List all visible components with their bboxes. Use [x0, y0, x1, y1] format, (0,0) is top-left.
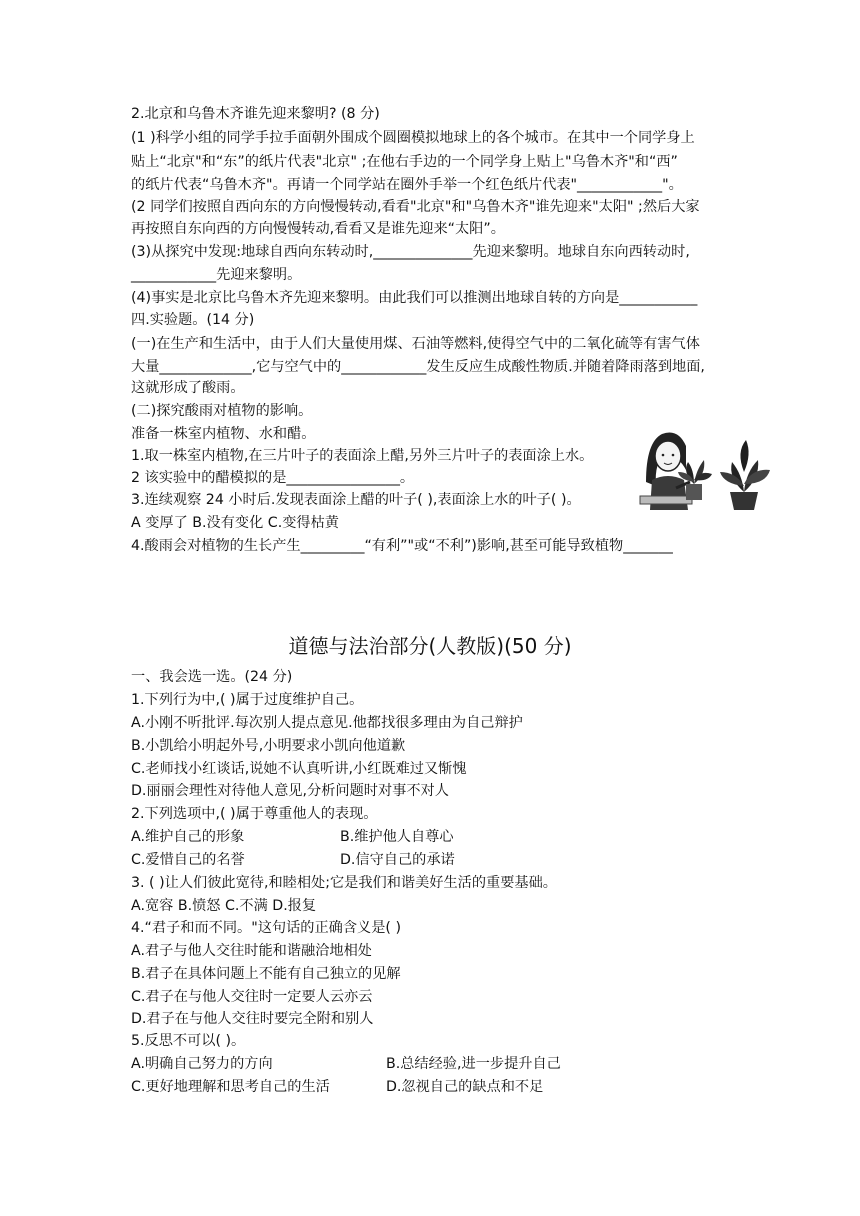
- science-q2-p1-line3: 的纸片代表“乌鲁木齐"。再请一个同学站在圈外手举一个红色纸片代表"____________"。: [131, 177, 683, 193]
- science-s4-q1: 1.取一株室内植物,在三片叶子的表面涂上醋,另外三片叶子的表面涂上水。: [131, 448, 594, 464]
- science-q2-p4: (4)事实是北京比乌鲁木齐先迎来黎明。由此我们可以推测出地球自转的方向是___________: [131, 290, 698, 306]
- ethics-q5-option-c: C.更好地理解和思考自己的生活: [131, 1079, 330, 1095]
- student-figure: [640, 433, 692, 511]
- ethics-q5-option-d: D.忽视自己的缺点和不足: [386, 1079, 544, 1095]
- ethics-part-title: 道德与法治部分(人教版)(50 分): [288, 634, 572, 658]
- science-s4-q3: 3.连续观察 24 小时后.发现表面涂上醋的叶子( ),表面涂上水的叶子( )。: [131, 492, 581, 508]
- ethics-q2-option-d: D.信守自己的承诺: [340, 852, 455, 868]
- ethics-q2-option-b: B.维护他人自尊心: [340, 829, 454, 845]
- science-s4-q3-options: A 变厚了 B.没有变化 C.变得枯黄: [131, 515, 339, 531]
- ethics-q3-options: A.宽容 B.愤怒 C.不满 D.报复: [131, 898, 317, 914]
- science-q2-p1-line1: (1 )科学小组的同学手拉手面朝外围成个圆圈模拟地球上的各个城市。在其中一个同学身上: [131, 130, 695, 146]
- science-s4-p1-line1: (一)在生产和生活中，由于人们大量使用煤、石油等燃料,使得空气中的二氧化硫等有害气体: [131, 336, 700, 352]
- ethics-q3: 3. ( )让人们彼此宽待,和睦相处;它是我们和谐美好生活的重要基础。: [131, 875, 557, 891]
- ethics-q4-option-c: C.君子在与他人交往时一定要人云亦云: [131, 989, 373, 1005]
- ethics-q4: 4.“君子和而不同。"这句话的正确含义是( ): [131, 920, 401, 936]
- science-q2-p2-line2: 再按照自东向西的方向慢慢转动,看看又是谁先迎来“太阳”。: [131, 221, 505, 237]
- science-section4-title: 四.实验题。(14 分): [131, 312, 255, 328]
- ethics-q5-option-a: A.明确自己努力的方向: [131, 1056, 273, 1072]
- ethics-q1: 1.下列行为中,( )属于过度维护自己。: [131, 692, 364, 708]
- science-q2-p1-line2: 贴上“北京"和“东”的纸片代表"北京" ;在他右手边的一个同学身上贴上"乌鲁木齐"和“西”: [131, 154, 678, 170]
- science-q2-p2-line1: (2 同学们按照自西向东的方向慢慢转动,看看"北京"和"乌鲁木齐"谁先迎来"太阳" ;然后大家: [131, 199, 700, 215]
- ethics-q1-option-d: D.丽丽会理性对待他人意见,分析问题时对事不对人: [131, 783, 449, 799]
- ethics-section1-title: 一、我会选一选。(24 分): [131, 669, 293, 685]
- ethics-q1-option-b: B.小凯给小明起外号,小明要求小凯向他道歉: [131, 738, 406, 754]
- ethics-q2-option-c: C.爱惜自己的名誉: [131, 852, 245, 868]
- ethics-q5: 5.反思不可以( )。: [131, 1033, 246, 1049]
- ethics-q5-option-b: B.总结经验,进一步提升自己: [386, 1056, 561, 1072]
- science-q2-p3-line2: ____________先迎来黎明。: [131, 267, 302, 283]
- ethics-q2-option-a: A.维护自己的形象: [131, 829, 245, 845]
- science-s4-q4: 4.酸雨会对植物的生长产生_________“有利”"或“不利”)影响,甚至可能导致植物_______: [131, 538, 673, 554]
- science-s4-q2: 2 该实验中的醋模拟的是________________。: [131, 470, 415, 486]
- science-s4-p2-title: (二)探究酸雨对植物的影响。: [131, 403, 313, 419]
- ethics-q1-option-c: C.老师找小红谈话,说她不认真听讲,小红既难过又惭愧: [131, 761, 467, 777]
- ethics-q2: 2.下列选项中,( )属于尊重他人的表现。: [131, 806, 378, 822]
- ethics-q4-option-b: B.君子在具体问题上不能有自己独立的见解: [131, 966, 401, 982]
- right-potted-plant: [720, 440, 770, 510]
- student-with-potted-plants-illustration: [636, 422, 772, 512]
- science-s4-p2-prep: 准备一株室内植物、水和醋。: [131, 426, 316, 442]
- ethics-q4-option-d: D.君子在与他人交往时要完全附和别人: [131, 1011, 374, 1027]
- ethics-q4-option-a: A.君子与他人交往时能和谐融洽地相处: [131, 943, 372, 959]
- science-q2-title: 2.北京和乌鲁木齐谁先迎来黎明? (8 分): [131, 106, 380, 122]
- science-s4-p1-line3: 这就形成了酸雨。: [131, 380, 245, 396]
- science-s4-p1-line2: 大量_____________,它与空气中的____________发生反应生成酸性物质.并随着降雨落到地面,: [131, 359, 705, 375]
- ethics-q1-option-a: A.小刚不听批评.每次别人提点意见.他都找很多理由为自己辩护: [131, 715, 523, 731]
- science-q2-p3-line1: (3)从探究中发现:地球自西向东转动时,______________先迎来黎明。地球自东向西转动时,: [131, 244, 690, 260]
